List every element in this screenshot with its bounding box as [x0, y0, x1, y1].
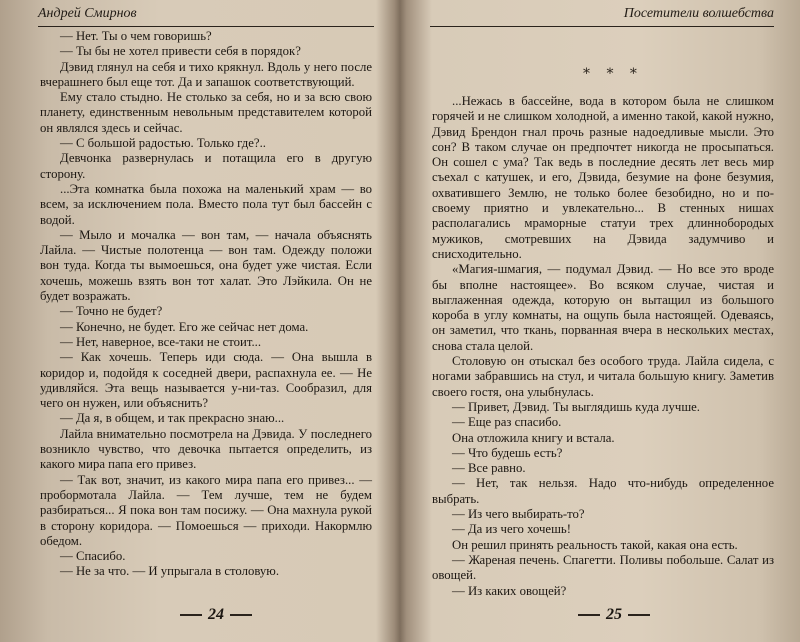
right-page-number	[572, 606, 656, 624]
paragraph: — С большой радостью. Только где?..	[60, 136, 266, 151]
paragraph: — Так вот, значит, из какого мира папа его привез... — пробормотала Лайла. — Тем лучше, тем не будем разбираться... Я пока вон там посижу. — Она махнула рукой в сторону коридора. — Помоешься — приходи. Накормлю обедом.	[40, 472, 372, 548]
section-break-ornament: * * *	[583, 66, 643, 82]
paragraph: — Нет, так нельзя. Надо что-нибудь определенное выбрать.	[432, 476, 774, 506]
paragraph: — Ты бы не хотел привести себя в порядок?	[60, 44, 301, 59]
right-body-text	[432, 94, 774, 599]
paragraph: Дэвид глянул на себя и тихо крякнул. Вдоль у него после вчерашнего был еще тот. Да и запашок соответствующий.	[40, 59, 372, 89]
paragraph: ...Эта комнатка была похожа на маленький храм — во всем, за исключением пола. Вместо пола тут был бассейн с водой.	[40, 181, 372, 227]
paragraph: — Мыло и мочалка — вон там, — начала объяснять Лайла. — Чистые полотенца — вон там. Одежду положи вон туда. Когда ты вымоешься, она будет уже чистая. Если хочешь, можешь взять вон тот халат. Это Лэйкила. Он не будет возражать.	[40, 227, 372, 304]
paragraph: — Да я, в общем, и так прекрасно знаю...	[60, 411, 285, 426]
paragraph: — Что будешь есть?	[452, 445, 563, 460]
paragraph: Ему стало стыдно. Не столько за себя, но и за всю свою планету, единственным невольным представителем которой он являлся здесь и сейчас.	[40, 90, 372, 135]
left-header-rule	[38, 26, 374, 27]
paragraph: — Нет. Ты о чем говоришь?	[60, 29, 212, 43]
paragraph: Он решил принять реальность такой, какая она есть.	[452, 537, 738, 552]
left-page-number	[174, 606, 258, 624]
left-page	[0, 0, 392, 642]
folio-dash	[230, 614, 252, 616]
right-page	[408, 0, 800, 642]
right-header-rule	[430, 26, 774, 27]
paragraph: — Из каких овощей?	[452, 583, 567, 598]
paragraph: — Привет, Дэвид. Ты выглядишь куда лучше.	[452, 399, 700, 414]
paragraph: ...Нежась в бассейне, вода в котором была не слишком горячей и не слишком холодной, а именно такой, какой нужно, Дэвид Брендон гнал прочь разные надоедливые мысли. Это сон? В таком случае он предпочтет никогда не просыпаться. Он сошел с ума? Так ведь в последние десять лет весь мир съехал с катушек, и его, Дэвида, безумие на фоне безумия, охватившего Землю, не только более безобидно, но и по-своему приятно и увлекательно... В стенных нишах располагались мраморные статуи трех длиннобородых мужиков, смотревших на Дэвида задумчиво и снисходительно.	[432, 94, 774, 261]
right-running-head: Посетители волшебства	[623, 6, 774, 21]
paragraph: — Все равно.	[452, 461, 526, 476]
paragraph: — Конечно, не будет. Его же сейчас нет дома.	[60, 319, 309, 334]
paragraph: — Как хочешь. Теперь иди сюда. — Она вышла в коридор и, подойдя к соседней двери, распахнула ее. — Не удивляйся. Эта вещь называется у-ни-таз. Сообразил, для чего он нужен, или объяснить?	[40, 350, 372, 411]
paragraph: «Магия-шмагия, — подумал Дэвид. — Но все это вроде бы вполне настоящее». Во всяком случае, чистая и выглаженная одежда, которую он вытащил из большого короба в углу комнаты, на ощупь была настоящей. Одеваясь, он заметил, что ткань, порванная вчера в нескольких местах, снова стала целой.	[432, 262, 774, 353]
paragraph: — Точно не будет?	[60, 304, 163, 319]
paragraph: — Да из чего хочешь!	[452, 522, 571, 537]
paragraph: — Не за что. — И упрыгала в столовую.	[60, 564, 280, 579]
paragraph: Столовую он отыскал без особого труда. Лайла сидела, с ногами забравшись на стул, и читала большую книгу. Заметив своего гостя, она улыбнулась.	[432, 354, 774, 399]
paragraph: — Жареная печень. Спагетти. Поливы побольше. Салат из овощей.	[432, 552, 774, 583]
paragraph: — Спасибо.	[60, 549, 126, 564]
folio-dash	[180, 614, 202, 616]
paragraph: Лайла внимательно посмотрела на Дэвида. У последнего возникло чувство, что девочка пытается определить, из какого мира папа его привез.	[40, 426, 372, 472]
paragraph: Девчонка развернулась и потащила его в другую сторону.	[40, 151, 372, 181]
paragraph: — Нет, наверное, все-таки не стоит...	[60, 334, 262, 349]
right-folio-value: 25	[606, 606, 622, 623]
left-running-head: Андрей Смирнов	[38, 6, 137, 21]
left-body-text	[40, 29, 372, 580]
paragraph: Она отложила книгу и встала.	[452, 430, 615, 445]
paragraph: — Еще раз спасибо.	[452, 415, 562, 430]
folio-dash	[578, 614, 600, 616]
left-folio-value: 24	[208, 606, 224, 623]
folio-dash	[628, 614, 650, 616]
paragraph: — Из чего выбирать-то?	[452, 507, 585, 522]
